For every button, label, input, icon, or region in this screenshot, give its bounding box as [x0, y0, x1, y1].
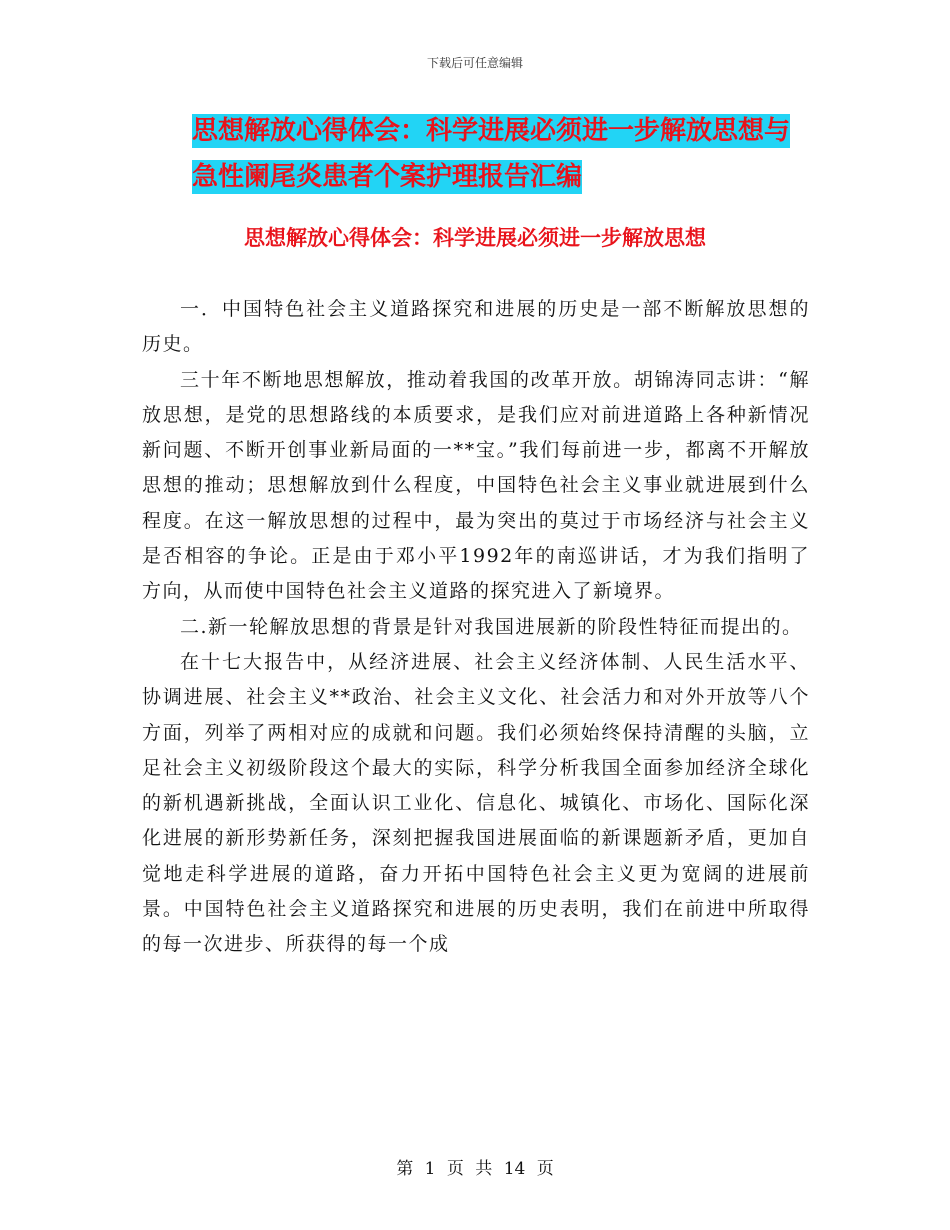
paragraph: 三十年不断地思想解放，推动着我国的改革开放。胡锦涛同志讲：“解放思想，是党的思想路线的本质要求，是我们应对前进道路上各种新情况新问题、不断开创事业新局面的一**宝。”我们每前进一步，都离不开解放思想的推动；思想解放到什么程度，中国特色社会主义事业就进展到什么程度。在这一解放思想的过程中，最为突出的莫过于市场经济与社会主义是否相容的争论。正是由于邓小平1992年的南巡讲话，才为我们指明了方向，从而使中国特色社会主义道路的探究进入了新境界。: [142, 368, 810, 603]
document-title: [120, 108, 840, 200]
title-line-2-text: 急性阑尾炎患者个案护理报告汇编: [192, 162, 583, 192]
paragraph: 二.新一轮解放思想的背景是针对我国进展新的阶段性特征而提出的。: [180, 615, 803, 638]
paragraph: 在十七大报告中，从经济进展、社会主义经济体制、人民生活水平、协调进展、社会主义**政治、社会主义文化、社会活力和对外开放等八个方面，列举了两相对应的成就和问题。我们必须始终保持清醒的头脑，立足社会主义初级阶段这个最大的实际，科学分析我国全面参加经济全球化的新机遇新挑战，全面认识工业化、信息化、城镇化、市场化、国际化深化进展的新形势新任务，深刻把握我国进展面临的新课题新矛盾，更加自觉地走科学进展的道路，奋力开拓中国特色社会主义更为宽阔的进展前景。中国特色社会主义道路探究和进展的历史表明，我们在前进中所取得的每一次进步、所获得的每一个成: [142, 650, 810, 956]
page-footer: 第 1 页 共 14 页: [396, 1159, 554, 1179]
section-heading: 思想解放心得体会：科学进展必须进一步解放思想: [244, 226, 706, 250]
title-line-1: [120, 108, 840, 154]
paragraph: 一．中国特色社会主义道路探究和进展的历史是一部不断解放思想的历史。: [142, 298, 810, 356]
title-line-1-text: 思想解放心得体会：科学进展必须进一步解放思想与: [192, 116, 791, 146]
title-line-2: [120, 154, 840, 200]
header-note: 下载后可任意编辑: [426, 56, 523, 70]
document-body: [142, 292, 810, 963]
